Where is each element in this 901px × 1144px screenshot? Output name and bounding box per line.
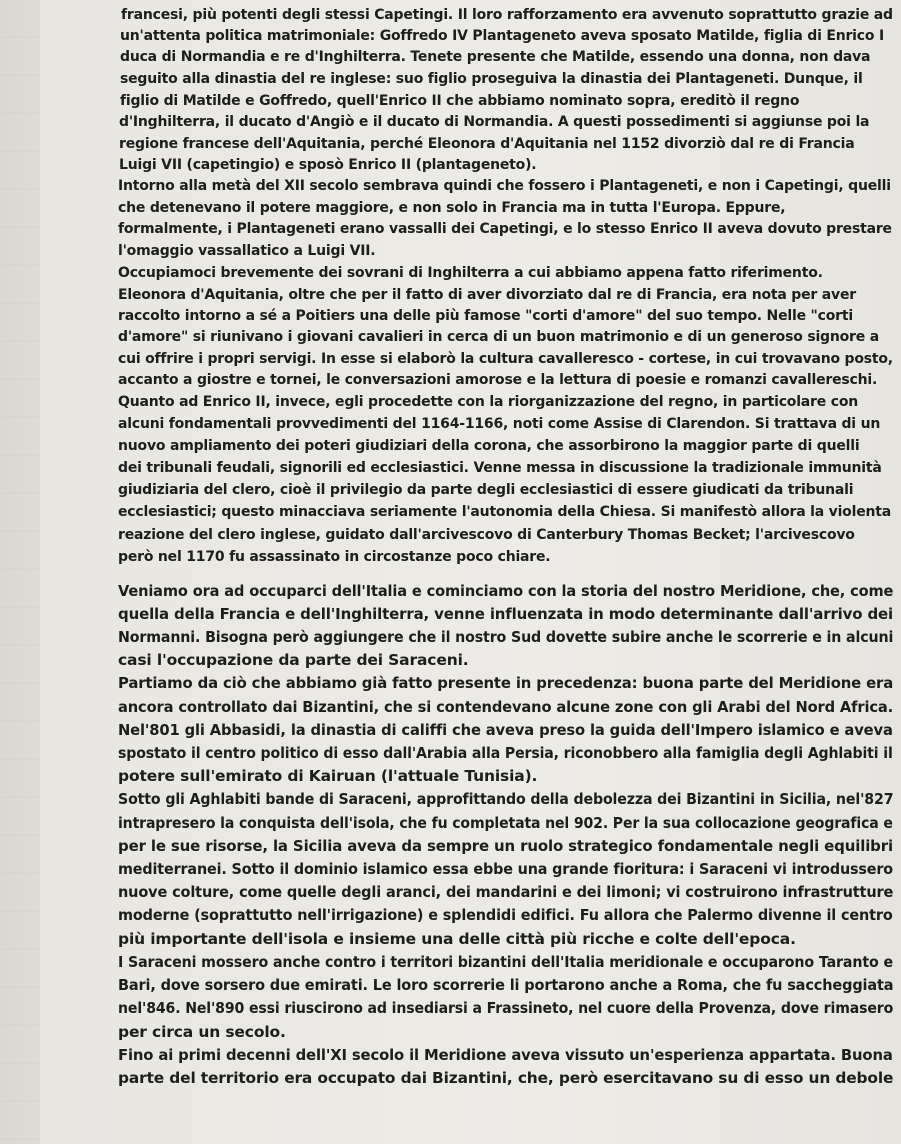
text-line: alcuni fondamentali provvedimenti del 1164-1166, noti come Assise di Clarendon. Si trattava di un [118, 416, 881, 432]
text-line: seguito alla dinastia del re inglese: suo figlio proseguiva la dinastia dei Plantageneti. Dunque, il [120, 71, 863, 87]
text-line: Occupiamoci brevemente dei sovrani di Inghilterra a cui abbiamo appena fatto riferimento. [118, 265, 823, 281]
text-line: nuovo ampliamento dei poteri giudiziari della corona, che assorbirono la maggior parte di quelli [118, 438, 860, 454]
text-line: spostato il centro politico di esso dall'Arabia alla Persia, riconobbero alla famiglia degli Aghlabiti il [118, 744, 893, 762]
text-line: mediterranei. Sotto il dominio islamico essa ebbe una grande fioritura: i Saraceni vi introdussero [118, 860, 894, 878]
page-margin-shadow [0, 0, 40, 1144]
text-line: Sotto gli Aghlabiti bande di Saraceni, approfittando della debolezza dei Bizantini in Sicilia, nel'827 [118, 790, 894, 808]
text-line: nuove colture, come quelle degli aranci, dei mandarini e dei limoni; vi costruirono infrastrutture [118, 883, 894, 901]
text-line: formalmente, i Plantageneti erano vassalli dei Capetingi, e lo stesso Enrico II aveva dovuto prestare [118, 221, 892, 237]
text-line: più importante dell'isola e insieme una delle città più ricche e colte dell'epoca. [118, 930, 796, 948]
text-line: d'amore" si riunivano i giovani cavalieri in cerca di un buon matrimonio e di un generoso signore a [118, 329, 879, 345]
text-line: Normanni. Bisogna però aggiungere che il nostro Sud dovette subire anche le scorrerie e in alcuni [118, 628, 894, 646]
text-line: che detenevano il potere maggiore, e non solo in Francia ma in tutta l'Europa. Eppure, [118, 200, 786, 216]
text-line: Intorno alla metà del XII secolo sembrava quindi che fossero i Plantageneti, e non i Capetingi, quelli [118, 178, 891, 194]
text-line: raccolto intorno a sé a Poitiers una delle più famose "corti d'amore" del suo tempo. Nelle "corti [118, 308, 853, 324]
text-line: Quanto ad Enrico II, invece, egli procedette con la riorganizzazione del regno, in particolare con [118, 394, 859, 410]
text-line: però nel 1170 fu assassinato in circostanze poco chiare. [118, 549, 551, 565]
text-line: regione francese dell'Aquitania, perché Eleonora d'Aquitania nel 1152 divorziò dal re di Francia [119, 136, 855, 152]
text-line: Nel'801 gli Abbasidi, la dinastia di califfi che aveva preso la guida dell'Impero islamico e aveva [118, 721, 893, 739]
text-line: Veniamo ora ad occuparci dell'Italia e cominciamo con la storia del nostro Meridione, che, come [118, 582, 894, 600]
text-line: figlio di Matilde e Goffredo, quell'Enrico II che abbiamo nominato sopra, ereditò il regno [120, 93, 800, 109]
text-line: quella della Francia e dell'Inghilterra, venne influenzata in modo determinante dall'arrivo dei [118, 605, 894, 623]
text-line: accanto a giostre e tornei, le conversazioni amorose e la lettura di poesie e romanzi cavallereschi. [118, 372, 878, 388]
text-line: Partiamo da ciò che abbiamo già fatto presente in precedenza: buona parte del Meridione era [118, 674, 894, 692]
text-line: ancora controllato dai Bizantini, che si contendevano alcune zone con gli Arabi del Nord Africa. [118, 698, 894, 716]
text-line: moderne (soprattutto nell'irrigazione) e splendidi edifici. Fu allora che Palermo divenne il centro [118, 906, 893, 924]
text-line: Luigi VII (capetingio) e sposò Enrico II (plantageneto). [119, 157, 537, 173]
text-line: potere sull'emirato di Kairuan (l'attuale Tunisia). [118, 767, 538, 785]
text-line: d'Inghilterra, il ducato d'Angiò e il ducato di Normandia. A questi possedimenti si aggiunse poi la [119, 114, 870, 130]
text-line: duca di Normandia e re d'Inghilterra. Tenete presente che Matilde, essendo una donna, non dava [120, 49, 871, 65]
text-line: nel'846. Nel'890 essi riuscirono ad insediarsi a Frassineto, nel cuore della Provenza, dove rimasero [118, 999, 894, 1017]
text-line: giudiziaria del clero, cioè il privilegio da parte degli ecclesiastici di essere giudicati da tribunali [118, 482, 854, 498]
text-line: l'omaggio vassallatico a Luigi VII. [118, 243, 376, 259]
text-line: Eleonora d'Aquitania, oltre che per il fatto di aver divorziato dal re di Francia, era nota per aver [118, 287, 856, 303]
text-line: cui offrire i propri servigi. In esse si elaborò la cultura cavalleresco - cortese, in cui trovavano posto, [118, 351, 893, 367]
text-line: per circa un secolo. [118, 1023, 286, 1041]
text-line: ecclesiastici; questo minacciava seriamente l'autonomia della Chiesa. Si manifestò allora la violenta [118, 504, 892, 520]
text-line: per le sue risorse, la Sicilia aveva da sempre un ruolo strategico fondamentale negli equilibri [118, 837, 893, 855]
text-line: parte del territorio era occupato dai Bizantini, che, però esercitavano su di esso un debole [118, 1069, 894, 1087]
text-line: I Saraceni mossero anche contro i territori bizantini dell'Italia meridionale e occuparono Taranto e [118, 953, 893, 971]
text-line: Fino ai primi decenni dell'XI secolo il Meridione aveva vissuto un'esperienza appartata. Buona [118, 1046, 893, 1064]
text-line: francesi, più potenti degli stessi Capetingi. Il loro rafforzamento era avvenuto soprattutto grazie ad [121, 7, 893, 23]
text-line: casi l'occupazione da parte dei Saraceni. [118, 651, 469, 669]
text-line: reazione del clero inglese, guidato dall'arcivescovo di Canterbury Thomas Becket; l'arcivescovo [118, 527, 855, 543]
text-line: dei tribunali feudali, signorili ed ecclesiastici. Venne messa in discussione la tradizionale immunità [118, 460, 882, 476]
text-line: un'attenta politica matrimoniale: Goffredo IV Plantageneto aveva sposato Matilde, figlia di Enrico I [120, 28, 884, 44]
text-line: Bari, dove sorsero due emirati. Le loro scorrerie li portarono anche a Roma, che fu saccheggiata [118, 976, 894, 994]
text-line: intrapresero la conquista dell'isola, che fu completata nel 902. Per la sua collocazione geografica e [118, 814, 893, 832]
